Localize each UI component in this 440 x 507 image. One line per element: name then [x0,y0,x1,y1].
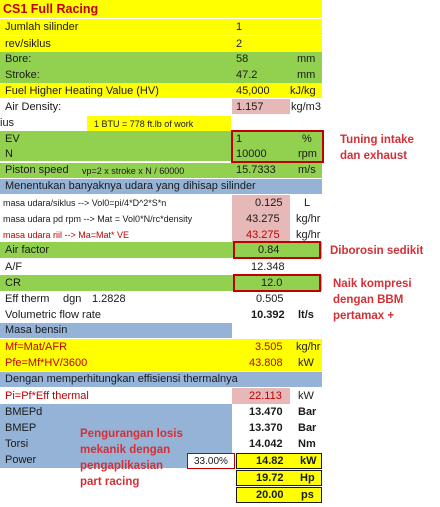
fuel-value: 45,000 [236,85,270,97]
note-tuning-line2: dan exhaust [340,150,408,162]
masa-siklus-unit: L [304,197,311,209]
ev-n-highlight-box [231,130,324,163]
pi-value: 22.113 [249,390,282,402]
air-factor-value: 0.84 [258,244,280,256]
bmepd-value: 13.470 [249,406,283,418]
section-udara-label: Menentukan banyaknya udara yang dihisap silinder [5,180,256,192]
power-percent: 33.00% [194,456,228,467]
btu-note: 1 BTU = 778 ft.lb of work [94,119,194,129]
bore-value: 58 [236,53,249,65]
hp-unit: Hp [300,472,315,484]
row-bore[interactable] [0,52,322,67]
pi-label: Pi=Pf*Eff thermal [5,390,89,402]
torsi-unit: Nm [298,438,316,450]
masa-rpm-label: masa udara pd rpm --> Mat = Vol0*N/rc*density [3,214,193,224]
masa-rpm-unit: kg/hr [296,213,321,225]
piston-formula: vp=2 x stroke x N / 60000 [82,166,185,176]
cr-value: 12.0 [261,277,283,289]
ev-unit: % [302,133,312,145]
note-pengurangan-line3: pengaplikasian [80,460,164,472]
note-naik-line2: dengan BBM [333,294,404,306]
vol-flow-label: Volumetric flow rate [5,309,101,321]
eff-label: Eff therm [5,293,50,305]
fuel-unit: kJ/kg [290,85,316,97]
piston-label: Piston speed [5,164,69,176]
masa-siklus-label: masa udara/siklus --> Vol0=pi/4*D^2*S*n [3,198,167,208]
row-stroke[interactable] [0,67,322,83]
bmep-unit: Bar [298,422,317,434]
bmep-value: 13.370 [249,422,283,434]
bmepd-label: BMEPd [5,406,43,418]
ps-unit: ps [301,489,314,501]
n-value: 10000 [236,148,267,160]
vol-flow-value: 10.392 [251,309,285,321]
bmepd-unit: Bar [298,406,317,418]
bore-unit: mm [297,53,316,65]
fuel-label: Fuel Higher Heating Value (HV) [5,85,159,97]
cr-label: CR [5,277,21,289]
cr-highlight-box [233,274,321,292]
eff-formula-value: 1.2828 [92,293,126,305]
mf-unit: kg/hr [296,341,321,353]
bmep-label: BMEP [5,422,37,434]
stroke-value: 47.2 [236,69,258,81]
hp-value: 19.72 [256,472,284,484]
masa-siklus-value: 0.125 [255,197,283,209]
stroke-label: Stroke: [5,69,40,81]
masa-rpm-value: 43.275 [246,213,280,225]
masa-riil-value: 43.275 [246,229,280,241]
air-density-value: 1.157 [236,101,264,113]
sheet-title: CS1 Full Racing [3,2,99,16]
pi-unit: kW [298,390,314,402]
note-pengurangan-line4: part racing [80,476,140,488]
section-bensin-label: Masa bensin [5,324,68,336]
bore-label: Bore: [5,53,32,65]
pfe-unit: kW [298,357,314,369]
air-density-label: Air Density: [5,101,62,113]
eff-value: 0.505 [256,293,284,305]
n-label: N [5,148,13,160]
mf-label: Mf=Mat/AFR [5,341,68,353]
ev-value: 1 [236,133,243,145]
af-value: 12.348 [251,261,285,273]
ps-value: 20.00 [256,489,284,501]
power-label: Power [5,454,37,466]
air-density-unit: kg/m3 [291,101,321,113]
stroke-unit: mm [297,69,316,81]
rev-value: 2 [236,38,243,50]
torsi-label: Torsi [5,438,29,450]
n-unit: rpm [298,148,317,160]
note-tuning-line1: Tuning intake [340,134,414,146]
masa-riil-label: masa udara riil --> Ma=Mat* VE [3,230,130,240]
masa-riil-unit: kg/hr [296,229,321,241]
eff-formula: dgn [63,293,82,305]
power-value: 14.82 [256,455,284,467]
torsi-value: 14.042 [249,438,283,450]
note-naik-line1: Naik kompresi [333,278,412,290]
air-factor-highlight-box [233,241,321,259]
piston-unit: m/s [298,164,316,176]
mf-value: 3.505 [255,341,283,353]
power-unit: kW [300,455,317,467]
pfe-value: 43.808 [249,357,283,369]
af-label: A/F [5,261,23,273]
note-pengurangan-line2: mekanik dengan [80,444,171,456]
pfe-label: Pfe=Mf*HV/3600 [5,357,88,369]
section-eff-label: Dengan memperhitungkan effisiensi thermalnya [5,373,238,385]
note-naik-line3: pertamax + [333,310,395,322]
ius-label: ius [0,117,15,129]
silinder-value: 1 [236,21,243,33]
rev-label: rev/siklus [5,38,51,50]
note-diborosin: Diborosin sedikit [330,245,424,257]
ev-label: EV [5,133,20,145]
vol-flow-unit: lt/s [298,309,314,321]
piston-value: 15.7333 [236,164,276,176]
note-pengurangan-line1: Pengurangan losis [80,428,183,440]
silinder-label: Jumlah silinder [5,21,79,33]
air-factor-label: Air factor [5,244,50,256]
